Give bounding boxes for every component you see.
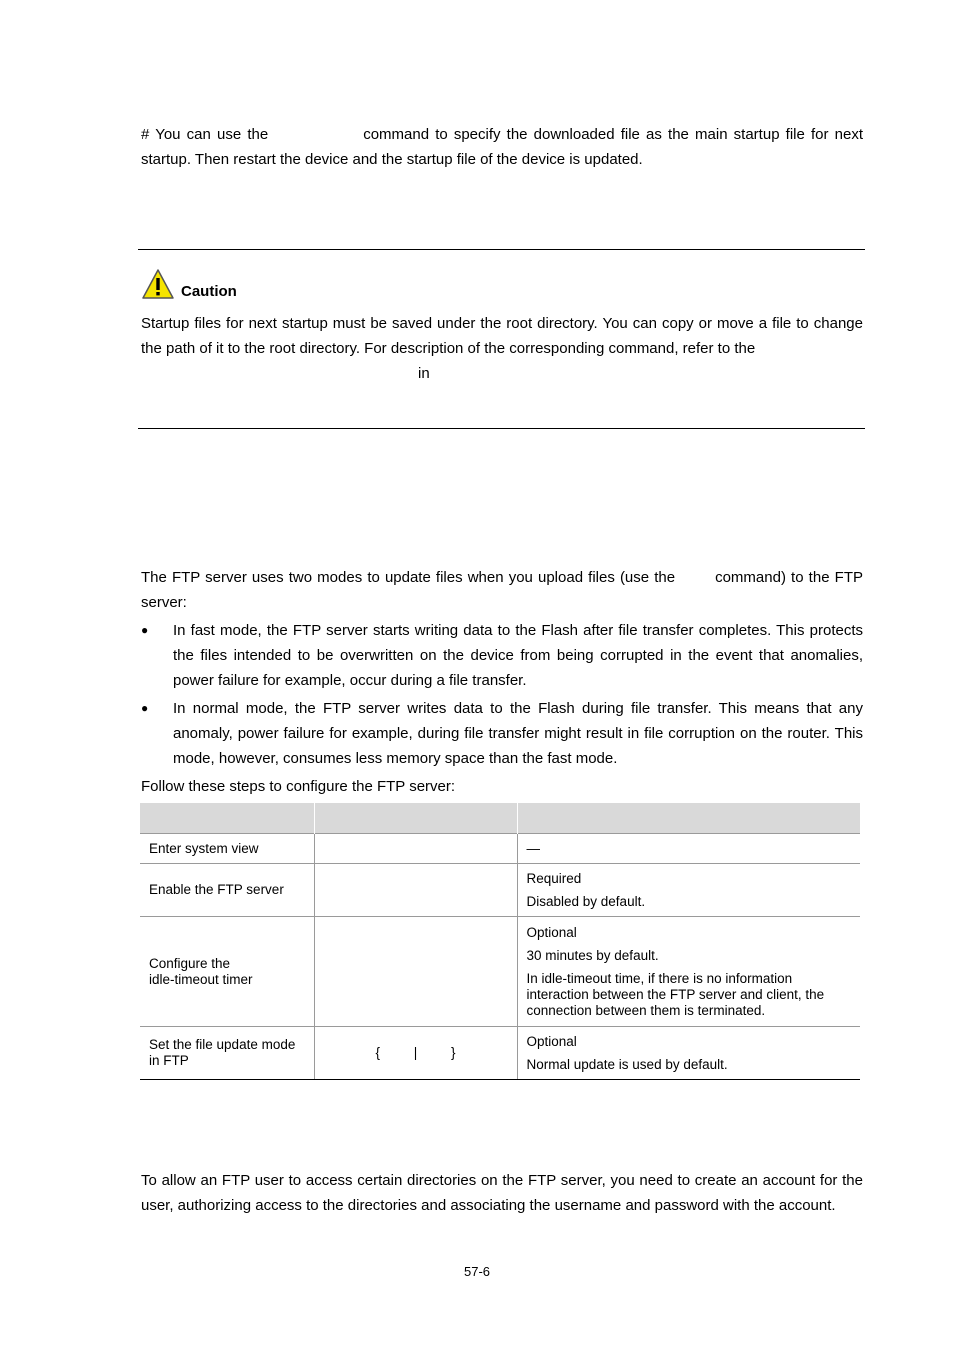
- list-item-text: In normal mode, the FTP server writes data to the Flash during file transfer. This means that any anomaly, power failure for example, during file transfer might result in file corruption on the router. This mode, however, consumes less memory space than the fast mode.: [173, 700, 863, 767]
- list-item-text: In fast mode, the FTP server starts writing data to the Flash after file transfer completes. This protects the files intended to be overwritten on the device from being corrupted in the event that anomalies, power failure for example, occur during a file transfer.: [173, 622, 863, 689]
- note-line: In idle-timeout time, if there is no information interaction between the FTP server and client, the connection between them is terminated.: [526, 970, 825, 1018]
- command-cell: [314, 917, 517, 1027]
- step-cell: Enable the FTP server: [140, 864, 314, 917]
- bullet-icon: ●: [141, 623, 149, 637]
- note-line: Optional: [526, 924, 577, 940]
- note-line: —: [526, 840, 540, 856]
- step-cell: Enter system view: [140, 834, 314, 864]
- note-line: Normal update is used by default.: [526, 1056, 728, 1072]
- step-cell: Set the file update mode in FTP: [140, 1027, 314, 1080]
- table-header-cell: [517, 803, 860, 834]
- warning-triangle-icon: [141, 268, 175, 300]
- command-cell: [314, 834, 517, 864]
- caution-header: [141, 266, 237, 300]
- ftp-config-table: [140, 803, 860, 1080]
- caution-label: Caution: [181, 283, 237, 300]
- table-row: [140, 1027, 860, 1080]
- caution-body: Startup files for next startup must be saved under the root directory. You can copy or move a file to change the path of it to the root directory. For description of the corresponding command, refer to the: [141, 315, 863, 357]
- ftp-modes-list: [141, 618, 863, 774]
- caution-bottom-rule: [138, 428, 865, 429]
- notes-cell: [517, 917, 860, 1027]
- bullet-icon: ●: [141, 701, 149, 715]
- caution-top-rule: [138, 249, 865, 250]
- intro-part1: # You can use the: [141, 126, 269, 143]
- table-header-row: [140, 803, 860, 834]
- account-paragraph: To allow an FTP user to access certain directories on the FTP server, you need to create an account for the user, authorizing access to the directories and associating the username and password with the account.: [141, 1172, 863, 1214]
- intro-paragraph: [141, 122, 863, 172]
- note-line: 30 minutes by default.: [526, 947, 659, 963]
- page-number: 57-6: [463, 1264, 491, 1279]
- table-row: [140, 864, 860, 917]
- table-row: [140, 834, 860, 864]
- ftp-modes-lead-part1: The FTP server uses two modes to update files when you upload files (use the: [141, 569, 676, 586]
- table-header-cell: [140, 803, 314, 834]
- follow-steps-text: Follow these steps to configure the FTP server:: [141, 778, 456, 795]
- list-item: [141, 618, 863, 693]
- command-cell: { | }: [314, 1027, 517, 1080]
- table-row: [140, 917, 860, 1027]
- note-line: Required: [526, 870, 582, 886]
- ftp-modes-lead-part2: command) to the FTP server:: [141, 569, 863, 611]
- notes-cell: [517, 1027, 860, 1080]
- note-line: Optional: [526, 1033, 577, 1049]
- table-header-cell: [314, 803, 517, 834]
- ftp-modes-lead: [141, 565, 863, 615]
- notes-cell: [517, 864, 860, 917]
- step-cell: Configure the idle-timeout timer: [140, 917, 314, 1027]
- list-item: [141, 696, 863, 771]
- intro-part2: command to specify the downloaded file as the main startup file for next startup. Then restart the device and the startup file of the device is updated.: [141, 126, 863, 168]
- caution-tail: in: [418, 365, 430, 382]
- notes-cell: [517, 834, 860, 864]
- caution-text: [141, 311, 863, 386]
- note-line: Disabled by default.: [526, 893, 646, 909]
- command-cell: [314, 864, 517, 917]
